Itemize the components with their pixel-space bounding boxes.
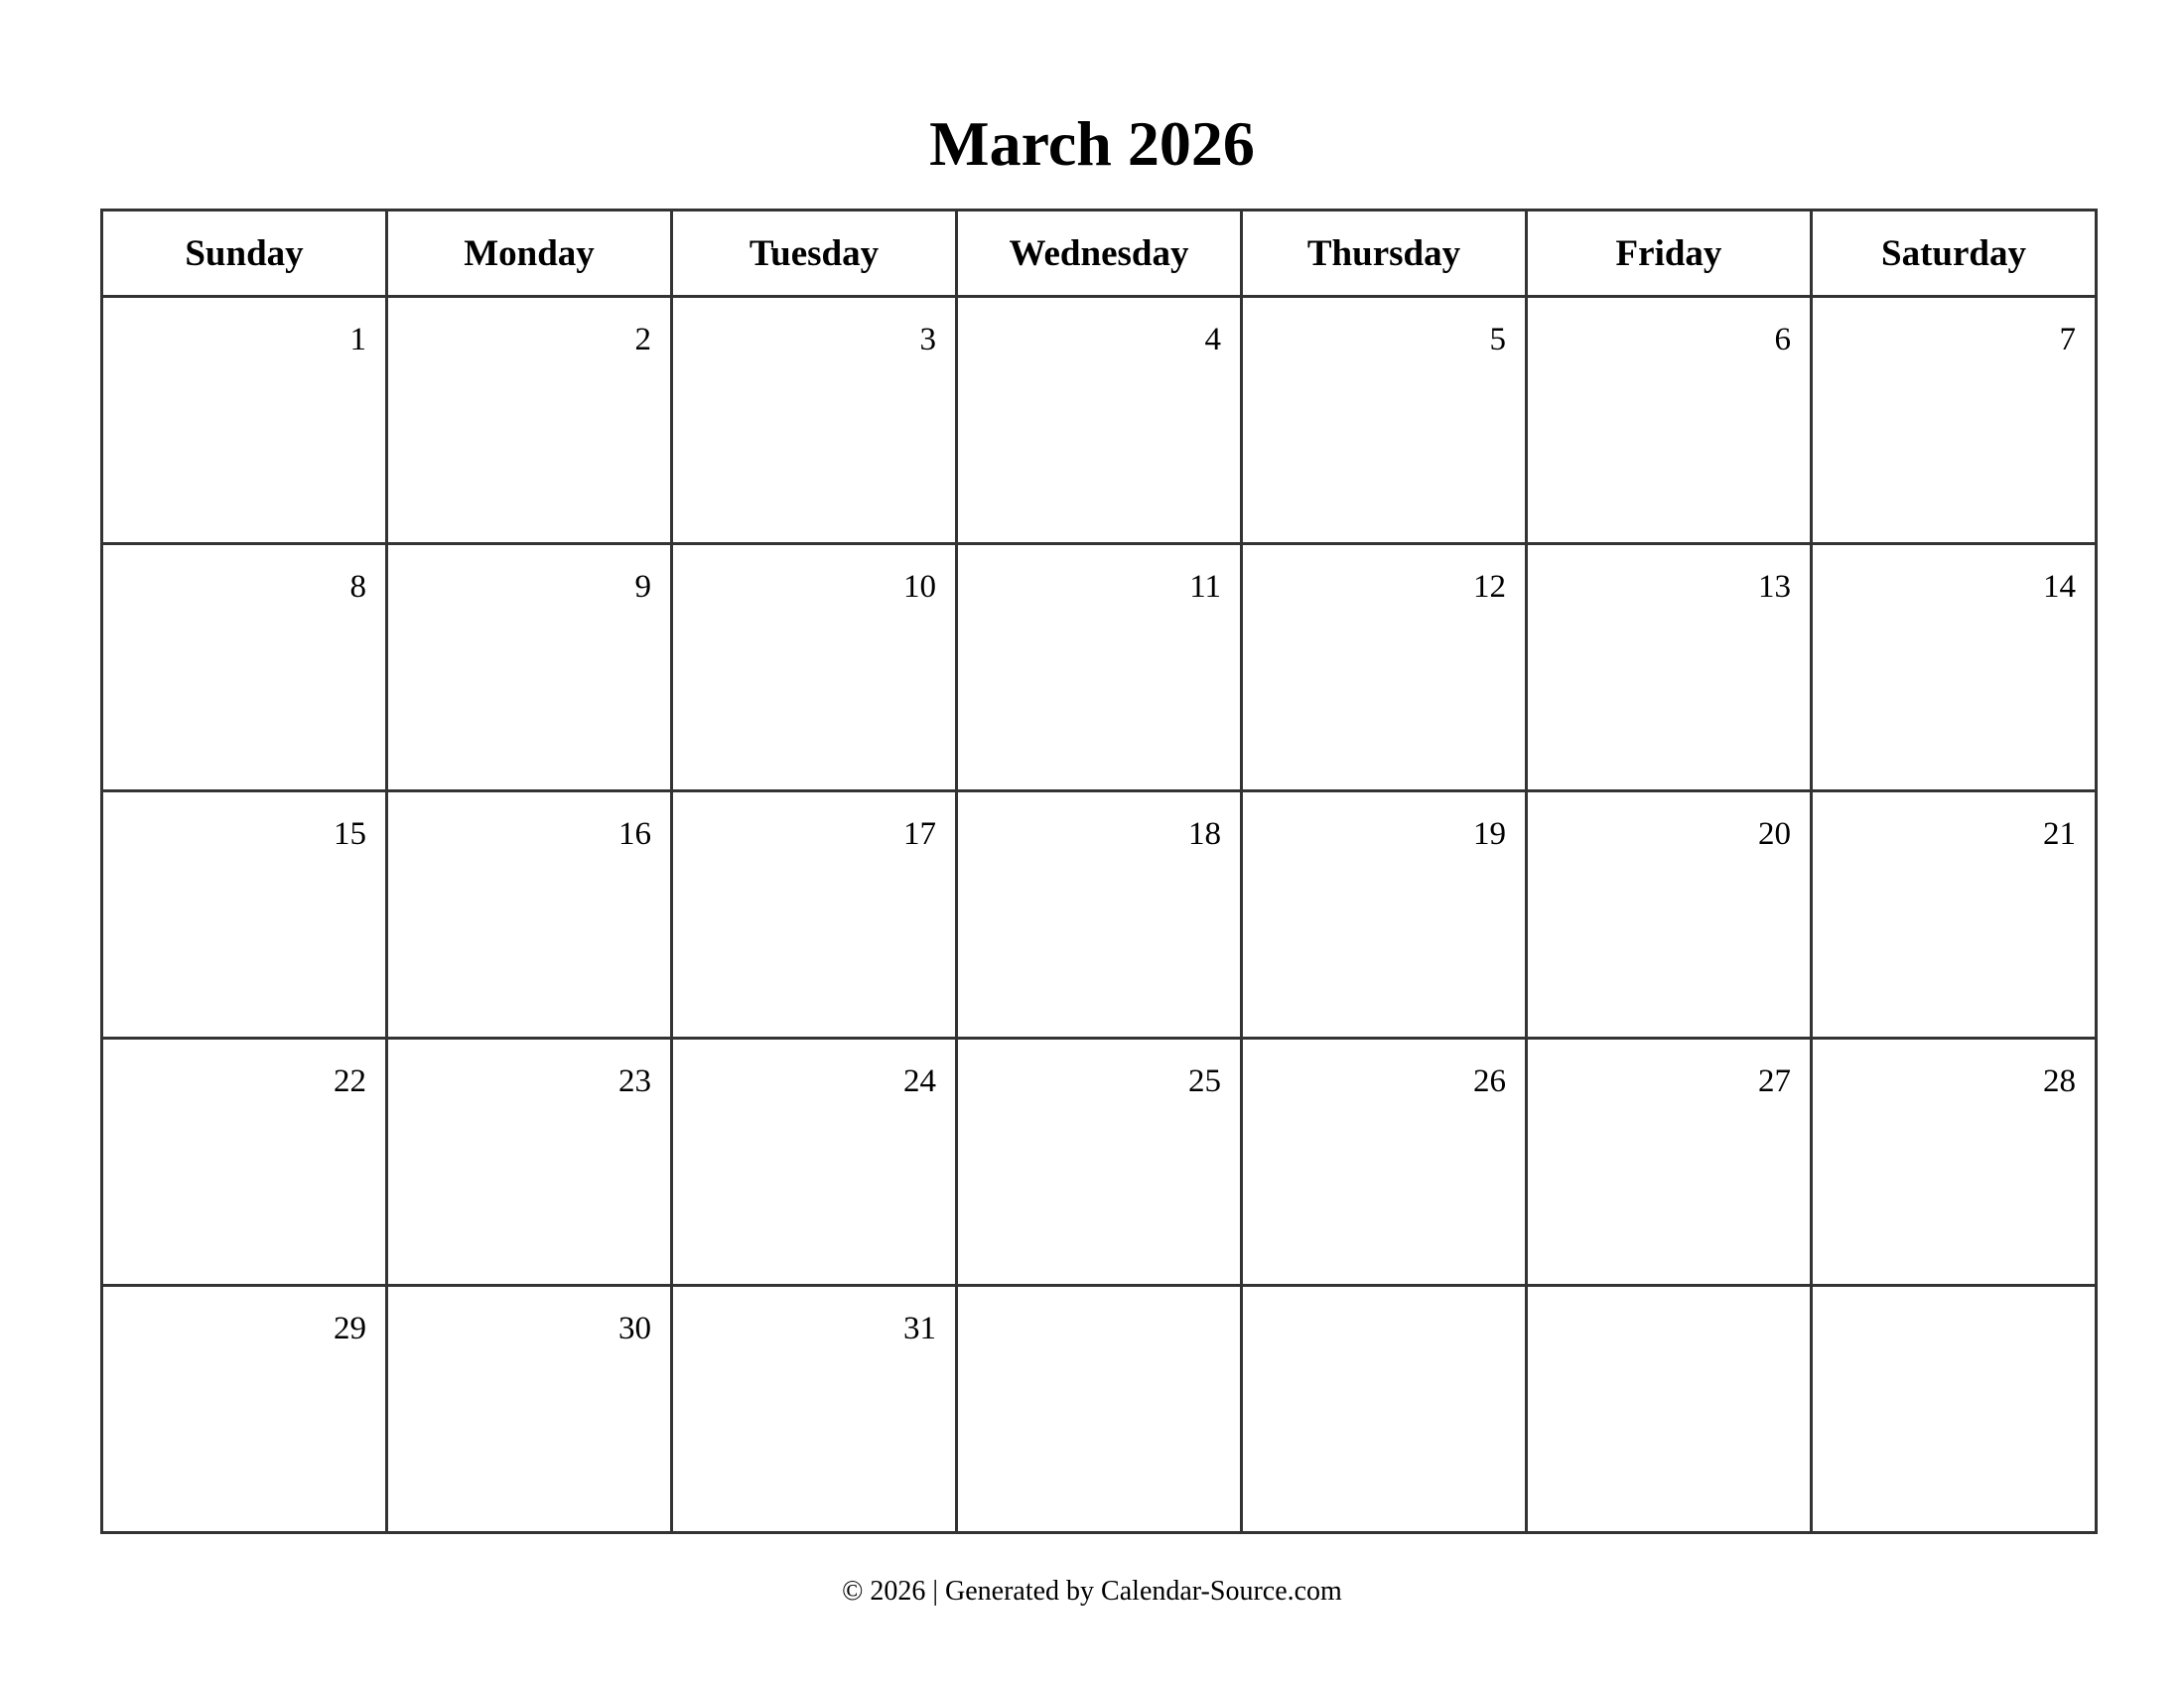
day-cell [387,1286,672,1533]
day-cell [957,1039,1242,1286]
day-cell [957,1286,1242,1533]
day-cell [1527,297,1812,544]
day-cell [102,1039,387,1286]
week-row [102,544,2097,791]
day-number: 4 [1204,322,1221,357]
day-cell [1242,791,1527,1039]
day-number: 11 [1189,569,1221,605]
day-cell [957,297,1242,544]
day-number: 30 [618,1311,651,1346]
day-number: 10 [903,569,936,605]
day-number: 20 [1758,816,1791,852]
day-cell [1242,297,1527,544]
day-cell [102,1286,387,1533]
weekday-header-tuesday: Tuesday [672,211,957,297]
day-cell [1242,1286,1527,1533]
day-cell [672,791,957,1039]
day-number: 25 [1188,1063,1221,1099]
day-number: 5 [1489,322,1506,357]
day-number: 17 [903,816,936,852]
week-row [102,1286,2097,1533]
day-number: 6 [1774,322,1791,357]
day-cell [387,1039,672,1286]
day-number: 18 [1188,816,1221,852]
day-number: 16 [618,816,651,852]
day-number: 7 [2059,322,2076,357]
day-number [1813,1287,2095,1309]
day-cell [1812,297,2097,544]
day-number: 26 [1473,1063,1506,1099]
day-number: 14 [2043,569,2076,605]
day-cell [672,297,957,544]
day-number: 8 [349,569,366,605]
day-number: 29 [334,1311,366,1346]
day-cell [672,1039,957,1286]
day-number: 9 [634,569,651,605]
day-cell [1527,1286,1812,1533]
day-cell [1812,1039,2097,1286]
day-number: 2 [634,322,651,357]
calendar-title: March 2026 [929,108,1255,179]
day-cell [672,1286,957,1533]
week-row [102,1039,2097,1286]
day-cell [1812,1286,2097,1533]
week-row [102,791,2097,1039]
day-cell [1242,544,1527,791]
day-number: 31 [903,1311,936,1346]
day-number: 22 [334,1063,366,1099]
day-cell [1242,1039,1527,1286]
weekday-header-friday: Friday [1527,211,1812,297]
calendar-grid [100,209,2098,1534]
day-cell [387,544,672,791]
weekday-header-wednesday: Wednesday [957,211,1242,297]
day-number [1528,1287,1810,1309]
day-number [1243,1287,1525,1309]
day-number: 23 [618,1063,651,1099]
day-cell [102,297,387,544]
week-row [102,297,2097,544]
day-number: 27 [1758,1063,1791,1099]
day-cell [102,544,387,791]
weekday-header-monday: Monday [387,211,672,297]
day-cell [1527,544,1812,791]
day-cell [957,544,1242,791]
weekday-header-row [102,211,2097,297]
day-cell [672,544,957,791]
day-number: 24 [903,1063,936,1099]
weekday-header-sunday: Sunday [102,211,387,297]
day-cell [957,791,1242,1039]
day-cell [1812,791,2097,1039]
day-cell [387,791,672,1039]
day-cell [387,297,672,544]
day-number: 19 [1473,816,1506,852]
day-number: 1 [349,322,366,357]
day-number: 21 [2043,816,2076,852]
weekday-header-thursday: Thursday [1242,211,1527,297]
day-number: 13 [1758,569,1791,605]
day-number: 15 [334,816,366,852]
day-number: 28 [2043,1063,2076,1099]
day-number [958,1287,1240,1309]
day-cell [102,791,387,1039]
day-cell [1812,544,2097,791]
day-number: 3 [919,322,936,357]
day-number: 12 [1473,569,1506,605]
footer-credit: © 2026 | Generated by Calendar-Source.com [842,1576,1342,1607]
weekday-header-saturday: Saturday [1812,211,2097,297]
day-cell [1527,791,1812,1039]
day-cell [1527,1039,1812,1286]
